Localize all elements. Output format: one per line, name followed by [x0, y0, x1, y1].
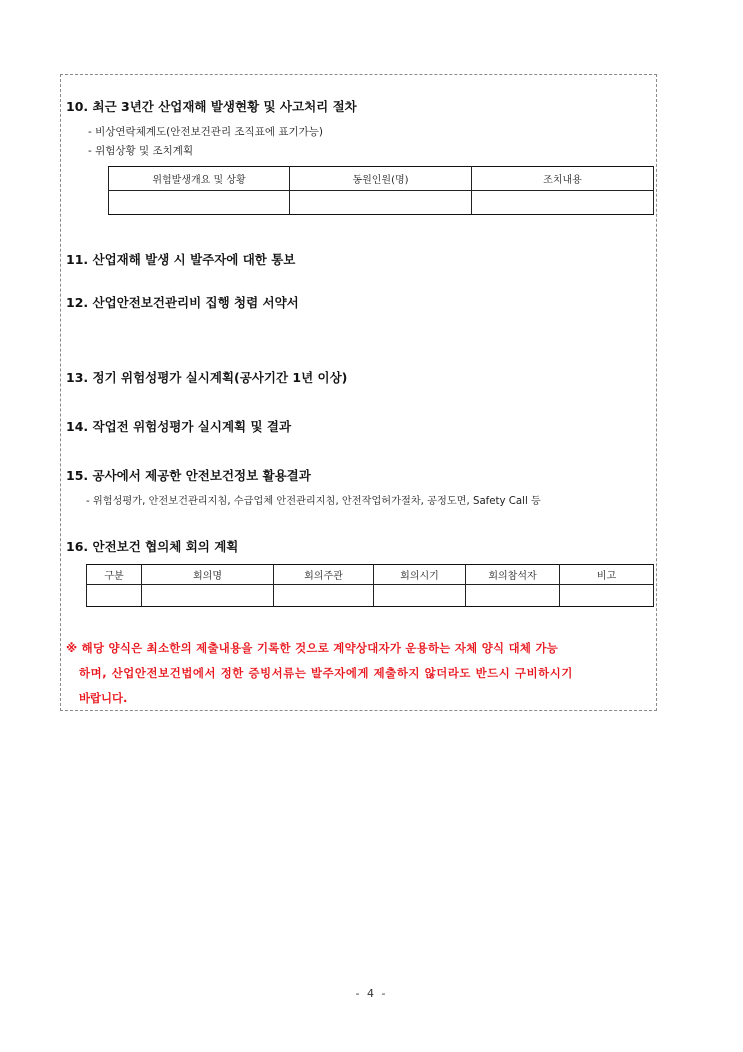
- section-12-title: 12. 산업안전보건관리비 집행 청렴 서약서: [66, 295, 299, 310]
- table-header-cell: 구분: [87, 565, 142, 585]
- section-11-title: 11. 산업재해 발생 시 발주자에 대한 통보: [66, 252, 296, 267]
- section-14-title: 14. 작업전 위험성평가 실시계획 및 결과: [66, 419, 292, 434]
- notice-line-3: 바랍니다.: [79, 691, 128, 705]
- table-header-cell: 회의주관: [274, 565, 374, 585]
- table-cell[interactable]: [560, 585, 654, 607]
- page-number: - 4 -: [355, 987, 388, 1000]
- table-header-cell: 회의명: [142, 565, 274, 585]
- notice-line-2: 하며, 산업안전보건법에서 정한 증빙서류는 발주자에게 제출하지 않더라도 반드시 구비하시기: [79, 666, 573, 680]
- table-header-cell: 조치내용: [472, 167, 654, 191]
- table-cell[interactable]: [274, 585, 374, 607]
- table-cell[interactable]: [109, 191, 290, 215]
- table-cell[interactable]: [87, 585, 142, 607]
- section-15-item-1: - 위험성평가, 안전보건관리지침, 수급업체 안전관리지침, 안전작업허가절차, 공정도면, Safety Call 등: [86, 496, 541, 507]
- table-header-cell: 회의시기: [374, 565, 466, 585]
- table-header-cell: 회의참석자: [466, 565, 560, 585]
- table-cell[interactable]: [466, 585, 560, 607]
- risk-action-table: [108, 166, 654, 215]
- section-15-title: 15. 공사에서 제공한 안전보건정보 활용결과: [66, 468, 311, 483]
- section-10-title: 10. 최근 3년간 산업재해 발생현황 및 사고처리 절차: [66, 99, 357, 114]
- table-cell[interactable]: [290, 191, 472, 215]
- section-13-title: 13. 정기 위험성평가 실시계획(공사기간 1년 이상): [66, 370, 348, 385]
- section-10-item-1: - 비상연락체계도(안전보건관리 조직표에 표기가능): [88, 126, 323, 138]
- table-header-cell: 위험발생개요 및 상황: [109, 167, 290, 191]
- section-10-item-2: - 위험상황 및 조치계획: [88, 145, 194, 157]
- table-cell[interactable]: [472, 191, 654, 215]
- meeting-plan-table: [86, 564, 654, 607]
- table-cell[interactable]: [374, 585, 466, 607]
- table-header-cell: 동원인원(명): [290, 167, 472, 191]
- table-cell[interactable]: [142, 585, 274, 607]
- notice-text: [66, 636, 656, 711]
- notice-line-1: ※ 해당 양식은 최소한의 제출내용을 기록한 것으로 계약상대자가 운용하는 자체 양식 대체 가능: [66, 641, 559, 655]
- table-header-cell: 비고: [560, 565, 654, 585]
- section-16-title: 16. 안전보건 협의체 회의 계획: [66, 539, 239, 554]
